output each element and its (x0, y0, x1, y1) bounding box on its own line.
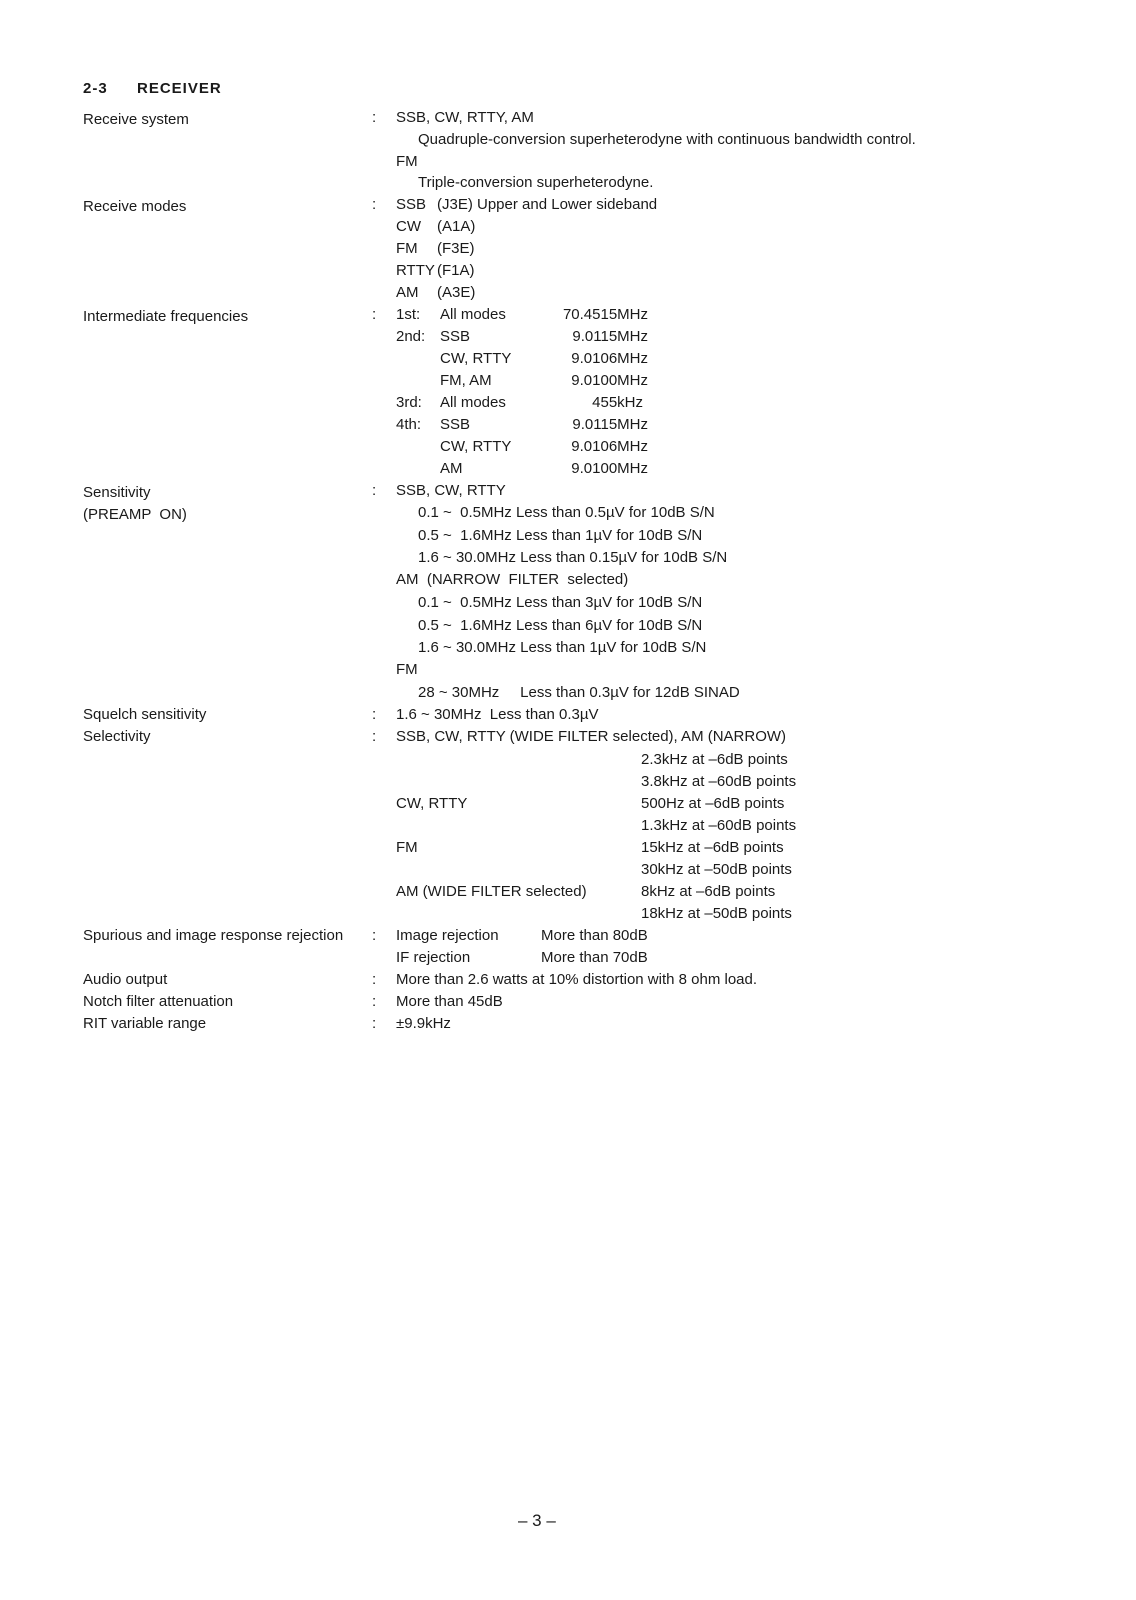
spec-label-sensitivity: Sensitivity (83, 484, 151, 501)
rejection-value: More than 80dB (541, 927, 648, 944)
if-mode: CW, RTTY (440, 438, 512, 455)
colon: : (372, 109, 377, 126)
spec-label-receive-modes: Receive modes (83, 198, 187, 215)
selectivity-mode: FM (396, 839, 418, 856)
rejection-name: Image rejection (396, 927, 499, 944)
page-number: – 3 – (518, 1511, 556, 1530)
colon: : (372, 706, 377, 723)
rejection-value: More than 70dB (541, 949, 648, 966)
spec-label-receive-system: Receive system (83, 111, 189, 128)
if-frequency: 9.0115MHz (572, 328, 648, 345)
colon: : (372, 482, 377, 499)
if-frequency: 9.0115MHz (572, 416, 648, 433)
spec-label-intermediate-frequencies: Intermediate frequencies (83, 308, 249, 325)
mode-name: AM (396, 284, 419, 301)
sensitivity-line: 0.1 ~ 0.5MHz Less than 0.5µV for 10dB S/N (418, 504, 715, 521)
if-stage: 2nd: (396, 328, 426, 345)
sensitivity-line: 0.5 ~ 1.6MHz Less than 1µV for 10dB S/N (418, 527, 703, 544)
spec-value: 1.6 ~ 30MHz Less than 0.3µV (396, 706, 599, 723)
selectivity-value: 1.3kHz at –60dB points (641, 817, 797, 834)
if-mode: All modes (440, 394, 506, 411)
spec-label-spurious-rejection: Spurious and image response rejection (83, 927, 344, 944)
section-title: RECEIVER (137, 80, 222, 97)
if-mode: AM (440, 460, 463, 477)
colon: : (372, 306, 377, 323)
if-frequency: 70.4515MHz (562, 306, 648, 323)
selectivity-value: 15kHz at –6dB points (641, 839, 784, 856)
section-number: 2-3 (83, 80, 108, 97)
spec-sublabel-preamp: (PREAMP ON) (83, 506, 187, 523)
mode-code: (J3E) Upper and Lower sideband (437, 196, 658, 213)
colon: : (372, 927, 377, 944)
sensitivity-line: FM (396, 661, 418, 678)
selectivity-mode: AM (WIDE FILTER selected) (396, 883, 587, 900)
sensitivity-line: AM (NARROW FILTER selected) (396, 571, 629, 588)
selectivity-value: 30kHz at –50dB points (641, 861, 792, 878)
sensitivity-line: 0.5 ~ 1.6MHz Less than 6µV for 10dB S/N (418, 617, 703, 634)
if-frequency: 455kHz (592, 394, 643, 411)
spec-label-rit-range: RIT variable range (83, 1015, 207, 1032)
selectivity-header: SSB, CW, RTTY (WIDE FILTER selected), AM (NARROW) (396, 728, 787, 745)
spec-label-squelch-sensitivity: Squelch sensitivity (83, 706, 207, 723)
colon: : (372, 196, 377, 213)
if-frequency: 9.0100MHz (571, 372, 648, 389)
mode-name: RTTY (396, 262, 435, 279)
spec-value: FM (396, 153, 418, 170)
mode-name: FM (396, 240, 418, 257)
if-mode: All modes (440, 306, 506, 323)
if-mode: CW, RTTY (440, 350, 512, 367)
selectivity-value: 3.8kHz at –60dB points (641, 773, 797, 790)
if-stage: 4th: (396, 416, 422, 433)
rejection-name: IF rejection (396, 949, 471, 966)
sensitivity-line: 0.1 ~ 0.5MHz Less than 3µV for 10dB S/N (418, 594, 703, 611)
spec-value: ±9.9kHz (396, 1015, 451, 1032)
if-mode: SSB (440, 328, 471, 345)
spec-label-audio-output: Audio output (83, 971, 168, 988)
selectivity-mode: CW, RTTY (396, 795, 468, 812)
mode-code: (A3E) (437, 284, 476, 301)
sensitivity-line: 1.6 ~ 30.0MHz Less than 1µV for 10dB S/N (418, 639, 707, 656)
mode-name: SSB (396, 196, 427, 213)
if-frequency: 9.0100MHz (571, 460, 648, 477)
if-stage: 1st: (396, 306, 421, 323)
selectivity-value: 2.3kHz at –6dB points (641, 751, 788, 768)
selectivity-value: 8kHz at –6dB points (641, 883, 776, 900)
colon: : (372, 993, 377, 1010)
colon: : (372, 728, 377, 745)
spec-value: Triple-conversion superheterodyne. (418, 174, 654, 191)
spec-label-notch-filter: Notch filter attenuation (83, 993, 234, 1010)
spec-value: Quadruple-conversion superheterodyne with continuous bandwidth control. (418, 131, 916, 148)
spec-label-selectivity: Selectivity (83, 728, 151, 745)
spec-value: More than 2.6 watts at 10% distortion with 8 ohm load. (396, 971, 758, 988)
spec-value: More than 45dB (396, 993, 503, 1010)
sensitivity-line: SSB, CW, RTTY (396, 482, 506, 499)
selectivity-value: 18kHz at –50dB points (641, 905, 792, 922)
sensitivity-line: 1.6 ~ 30.0MHz Less than 0.15µV for 10dB S/N (418, 549, 728, 566)
colon: : (372, 1015, 377, 1032)
spec-value: SSB, CW, RTTY, AM (396, 109, 534, 126)
if-mode: FM, AM (440, 372, 492, 389)
if-mode: SSB (440, 416, 471, 433)
mode-code: (F3E) (437, 240, 475, 257)
colon: : (372, 971, 377, 988)
if-frequency: 9.0106MHz (571, 350, 648, 367)
if-frequency: 9.0106MHz (571, 438, 648, 455)
selectivity-value: 500Hz at –6dB points (641, 795, 785, 812)
sensitivity-line: 28 ~ 30MHz Less than 0.3µV for 12dB SINAD (418, 684, 740, 701)
mode-code: (A1A) (437, 218, 476, 235)
mode-name: CW (396, 218, 421, 235)
mode-code: (F1A) (437, 262, 475, 279)
if-stage: 3rd: (396, 394, 422, 411)
